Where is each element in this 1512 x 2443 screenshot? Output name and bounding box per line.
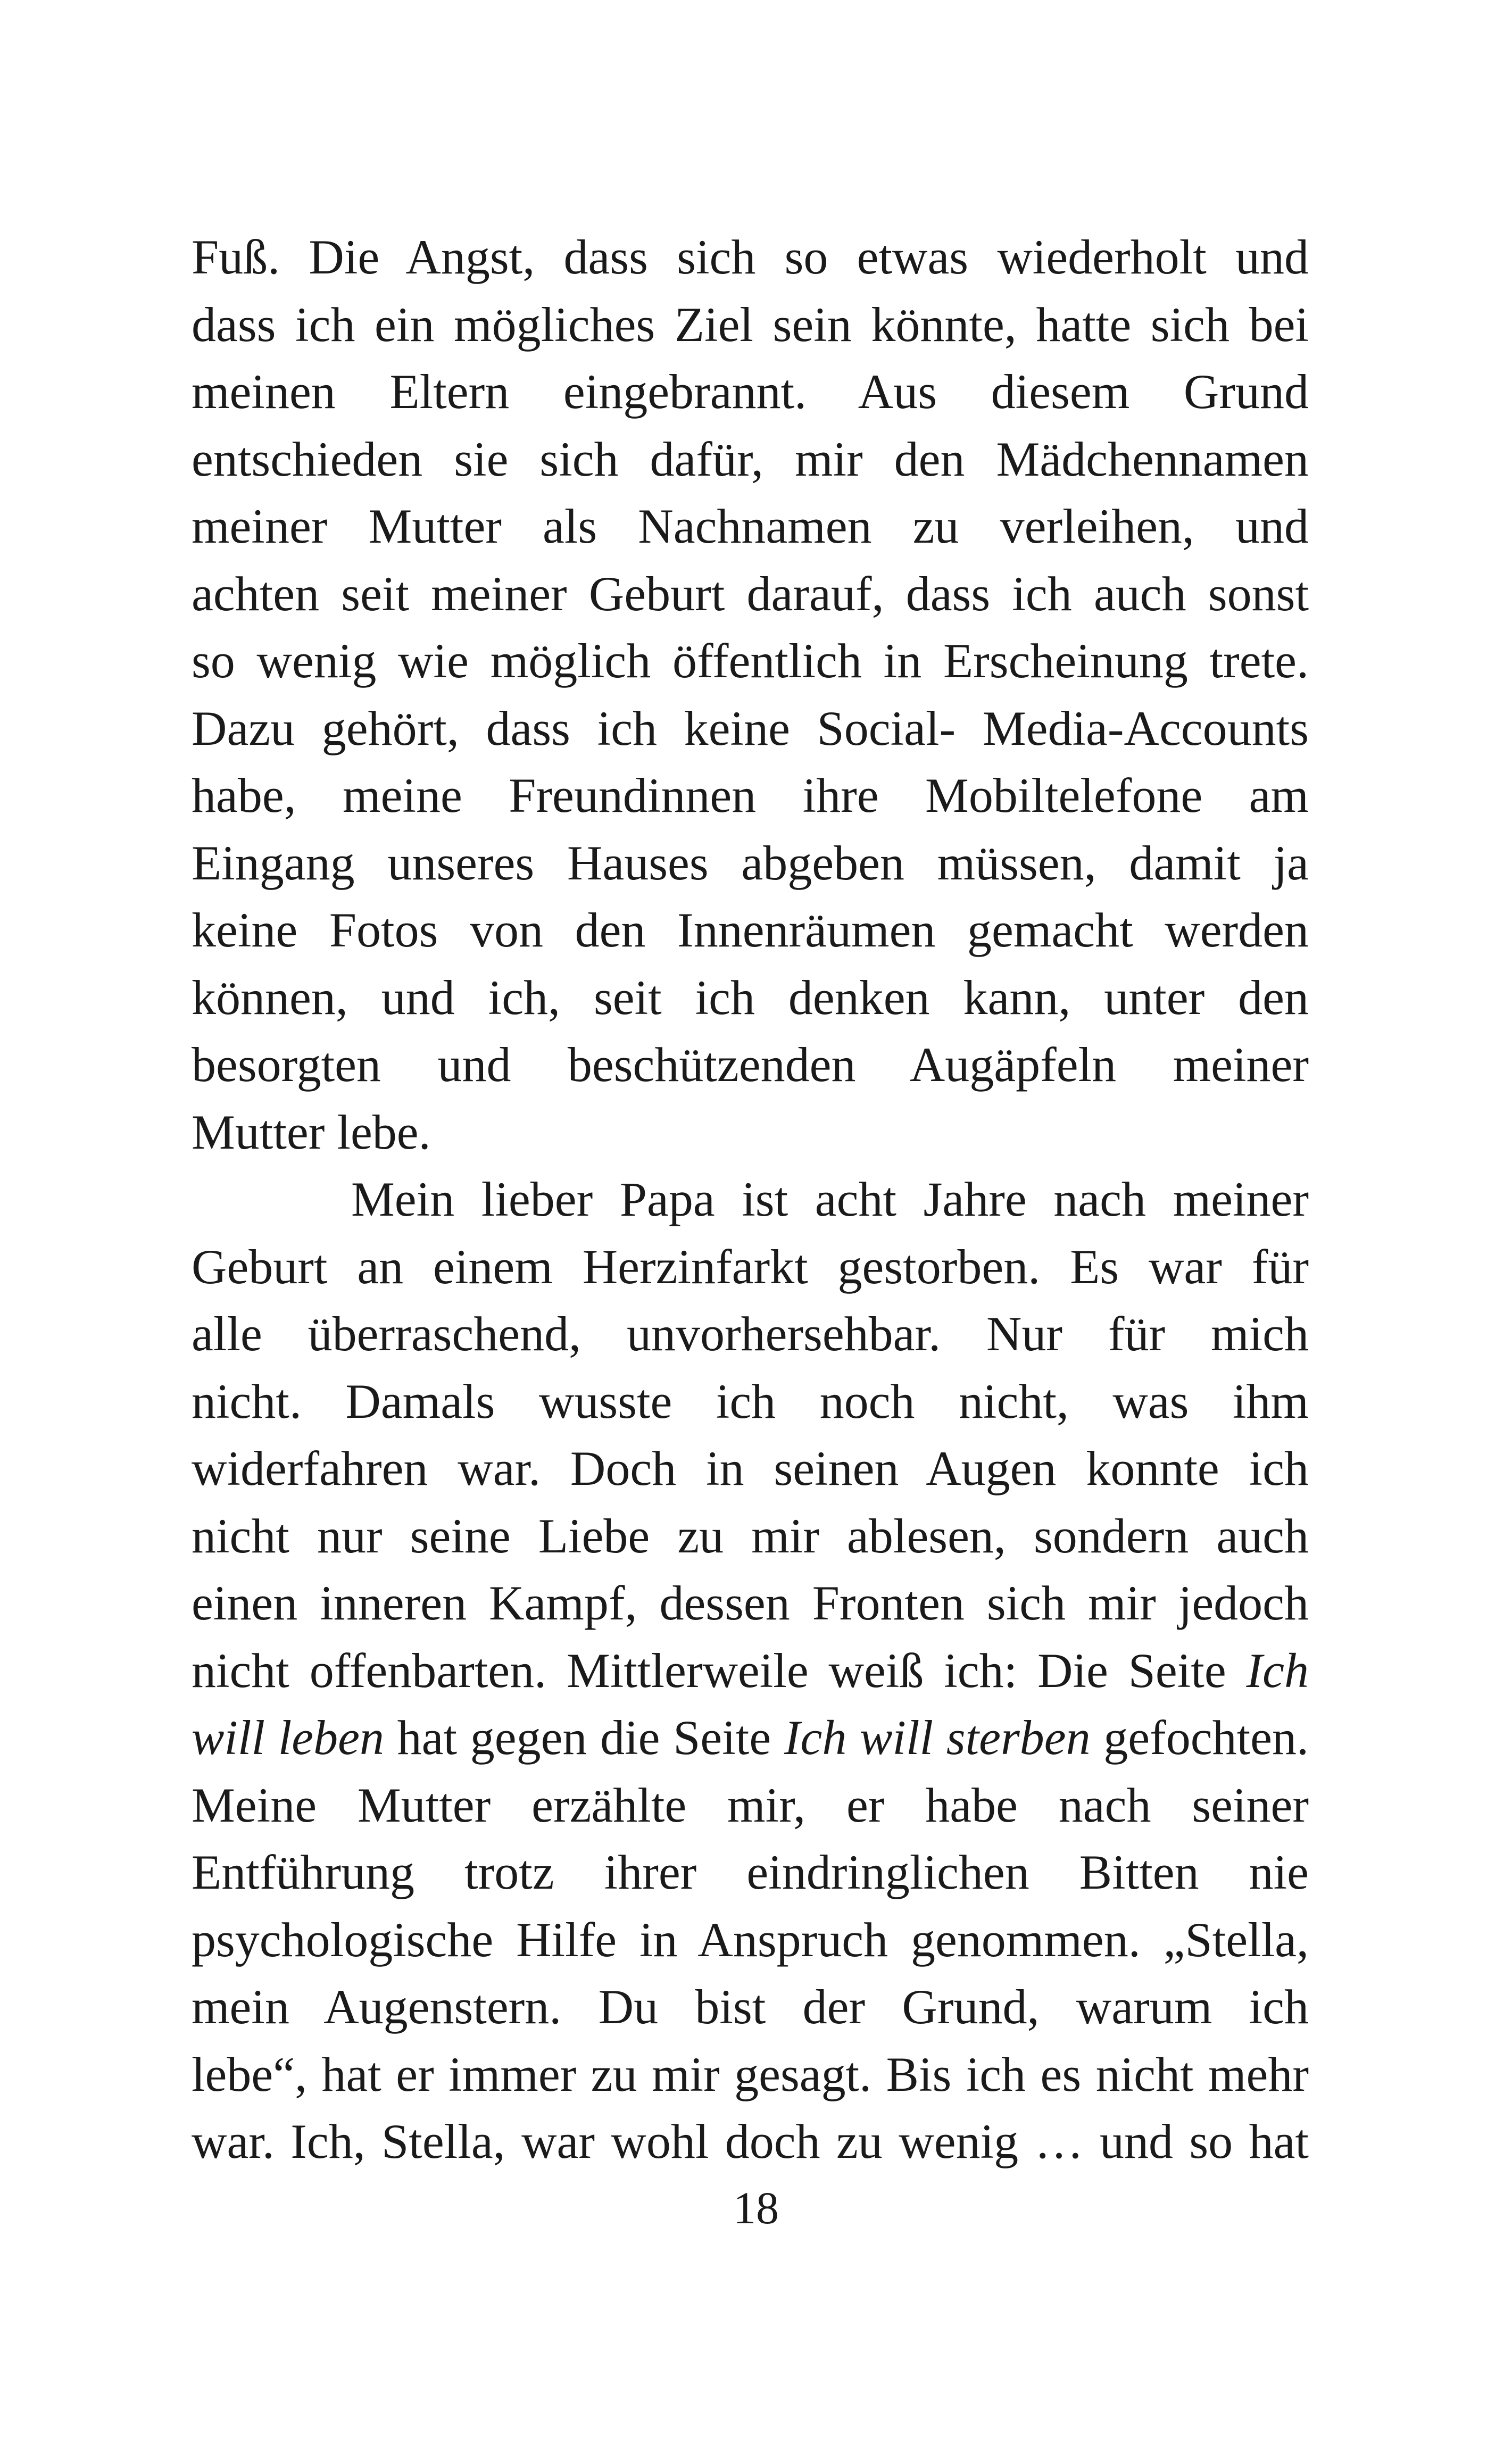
text-line: alle überraschend, unvorhersehbar. Nur für mich [192, 1307, 1309, 1361]
text-line: keine Fotos von den Innenräumen gemacht werden [192, 903, 1309, 957]
text-line: nicht nur seine Liebe zu mir ablesen, sondern auch [192, 1508, 1309, 1563]
text-line: psychologische Hilfe in Anspruch genommen. „Stella, [192, 1912, 1309, 1967]
text-line: Mein lieber Papa ist acht Jahre nach meiner [351, 1172, 1309, 1226]
text-line: achten seit meiner Geburt darauf, dass ich auch sonst [192, 566, 1309, 621]
text-line: so wenig wie möglich öffentlich in Erscheinung trete. [192, 634, 1309, 688]
text-line: Entführung trotz ihrer eindringlichen Bitten nie [192, 1845, 1309, 1899]
text-line: Fuß. Die Angst, dass sich so etwas wiederholt und [192, 230, 1309, 284]
italic-segment: will leben [192, 1710, 384, 1765]
text-line: Geburt an einem Herzinfarkt gestorben. Es war für [192, 1239, 1309, 1294]
text-line: war. Ich, Stella, war wohl doch zu wenig … und so hat [192, 2114, 1309, 2168]
body-text [192, 223, 1309, 2175]
text-line: Eingang unseres Hauses abgeben müssen, damit ja [192, 835, 1309, 890]
text-line: können, und ich, seit ich denken kann, unter den [192, 970, 1309, 1025]
text-line [192, 1637, 1309, 1705]
text-segment: nicht offenbarten. Mittlerweile weiß ich: Die Seite [192, 1643, 1247, 1698]
text-line: einen inneren Kampf, dessen Fronten sich mir jedoch [192, 1576, 1309, 1630]
text-line: habe, meine Freundinnen ihre Mobiltelefone am [192, 768, 1309, 822]
text-line: lebe“, hat er immer zu mir gesagt. Bis ich es nicht mehr [192, 2047, 1309, 2101]
text-line: besorgten und beschützenden Augäpfeln meiner [192, 1037, 1309, 1092]
text-line: Dazu gehört, dass ich keine Social- Media-Accounts [192, 701, 1309, 755]
italic-segment: Ich [1246, 1643, 1309, 1698]
text-line [192, 1704, 1309, 1772]
text-segment: hat gegen die Seite [384, 1710, 784, 1765]
text-line: Mutter lebe. [192, 1104, 431, 1159]
text-line: widerfahren war. Doch in seinen Augen konnte ich [192, 1441, 1309, 1495]
text-line: entschieden sie sich dafür, mir den Mädchennamen [192, 431, 1309, 486]
text-line: nicht. Damals wusste ich noch nicht, was ihm [192, 1374, 1309, 1428]
page-number: 18 [733, 2182, 779, 2233]
text-line: meiner Mutter als Nachnamen zu verleihen, und [192, 499, 1309, 553]
italic-segment: Ich will sterben [784, 1710, 1091, 1765]
text-segment: gefochten. [1090, 1710, 1309, 1765]
text-line: dass ich ein mögliches Ziel sein könnte, hatte sich bei [192, 297, 1309, 352]
text-line: meinen Eltern eingebrannt. Aus diesem Grund [192, 364, 1309, 419]
text-line: Meine Mutter erzählte mir, er habe nach seiner [192, 1777, 1309, 1832]
text-line: mein Augenstern. Du bist der Grund, warum ich [192, 1980, 1309, 2034]
